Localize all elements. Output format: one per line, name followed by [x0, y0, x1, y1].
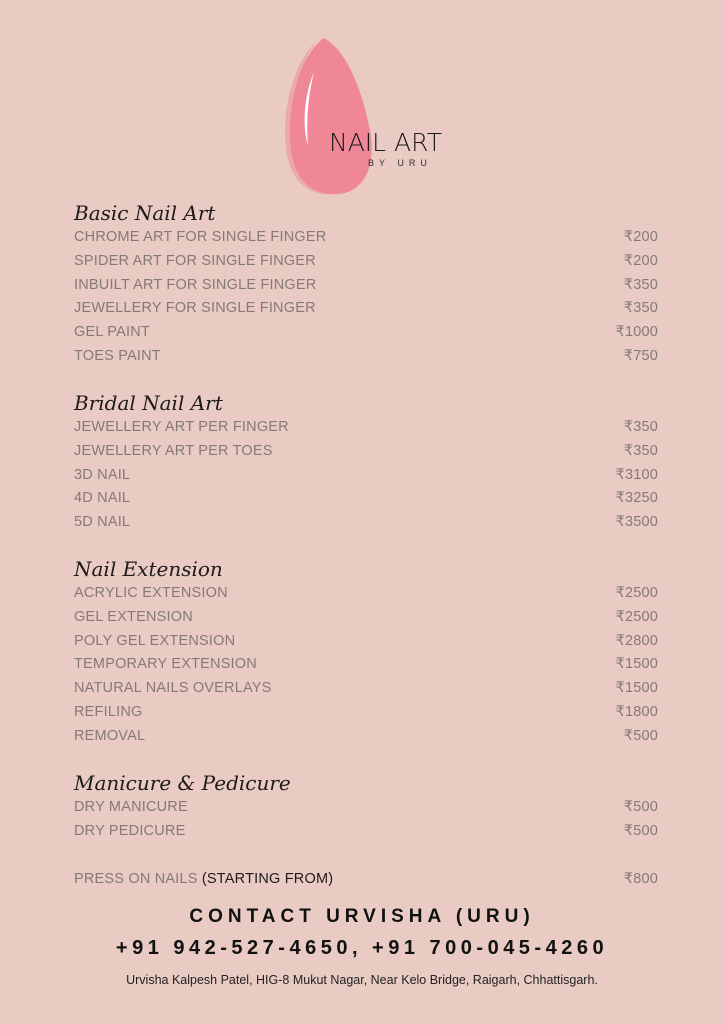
item-name: REFILING: [74, 703, 143, 720]
item-name: JEWELLERY ART PER TOES: [74, 442, 273, 459]
item-name: DRY PEDICURE: [74, 822, 186, 839]
menu-section: [74, 390, 658, 535]
item-price: ₹750: [623, 347, 658, 364]
item-price: ₹2500: [615, 585, 658, 601]
item-name: REMOVAL: [74, 727, 146, 744]
item-price: ₹1500: [615, 680, 658, 697]
menu-item: [74, 440, 658, 464]
menu-item: [74, 274, 658, 298]
item-price: ₹350: [623, 276, 658, 293]
item-name: 5D NAIL: [74, 514, 131, 531]
menu-item: [74, 582, 658, 606]
menu-item: [74, 606, 658, 630]
item-price: ₹1800: [615, 703, 658, 720]
item-price: ₹1500: [615, 656, 658, 673]
section-title: Nail Extension: [74, 557, 223, 581]
item-name: CHROME ART FOR SINGLE FINGER: [74, 229, 327, 245]
section-title: Basic Nail Art: [74, 201, 216, 225]
item-price: ₹3100: [615, 466, 658, 483]
item-name: 4D NAIL: [74, 490, 131, 507]
menu-item: [74, 250, 658, 274]
item-name: INBUILT ART FOR SINGLE FINGER: [74, 276, 317, 293]
menu-item: [74, 464, 658, 488]
item-name: SPIDER ART FOR SINGLE FINGER: [74, 252, 316, 269]
item-price: ₹3500: [615, 514, 658, 531]
nail-logo-icon: [278, 36, 458, 196]
menu-section: [74, 770, 658, 844]
menu-section: [74, 200, 658, 369]
menu-item: [74, 487, 658, 511]
menu-item: [74, 511, 658, 535]
menu-item: [74, 701, 658, 725]
item-price: ₹3250: [615, 490, 658, 507]
item-name: 3D NAIL: [74, 466, 131, 483]
item-price: ₹350: [623, 419, 658, 435]
item-name: NATURAL NAILS OVERLAYS: [74, 680, 272, 697]
logo-title: NAIL ART: [329, 128, 442, 157]
menu-item: [74, 226, 658, 250]
contact-phones: +91 942-527-4650, +91 700-045-4260: [115, 937, 609, 959]
item-price: ₹500: [623, 822, 658, 839]
item-price: ₹1000: [615, 324, 658, 341]
item-price: ₹500: [623, 727, 658, 744]
contact-address: Urvisha Kalpesh Patel, HIG-8 Mukut Nagar, Near Kelo Bridge, Raigarh, Chhattisgarh.: [126, 973, 598, 987]
menu-item: [74, 345, 658, 369]
press-on-row: [74, 868, 658, 892]
item-name: JEWELLERY ART PER FINGER: [74, 419, 289, 435]
item-name: GEL EXTENSION: [74, 608, 193, 625]
item-name: GEL PAINT: [74, 324, 150, 341]
item-price: ₹350: [623, 442, 658, 459]
item-price: ₹350: [623, 300, 658, 317]
item-name: TEMPORARY EXTENSION: [74, 656, 257, 673]
menu-item: [74, 820, 658, 844]
menu-item: [74, 653, 658, 677]
item-price: ₹500: [623, 799, 658, 815]
press-on-name: PRESS ON NAILS: [74, 871, 198, 887]
menu-item: [74, 321, 658, 345]
contact-title: CONTACT URVISHA (URU): [189, 906, 535, 927]
item-price: ₹200: [623, 229, 658, 245]
item-price: ₹200: [623, 252, 658, 269]
item-name: TOES PAINT: [74, 347, 161, 364]
item-price: ₹2800: [615, 632, 658, 649]
logo-subtitle: BY URU: [368, 158, 432, 168]
menu-item: [74, 796, 658, 820]
menu-item: [74, 630, 658, 654]
section-title: Manicure & Pedicure: [74, 771, 291, 795]
item-name: ACRYLIC EXTENSION: [74, 585, 228, 601]
section-title: Bridal Nail Art: [74, 391, 223, 415]
item-price: ₹2500: [615, 608, 658, 625]
press-on-price: ₹800: [623, 871, 658, 887]
menu-item: [74, 725, 658, 749]
menu-item: [74, 677, 658, 701]
item-name: JEWELLERY FOR SINGLE FINGER: [74, 300, 316, 317]
menu-item: [74, 297, 658, 321]
item-name: POLY GEL EXTENSION: [74, 632, 236, 649]
press-on-note: (STARTING FROM): [201, 871, 334, 887]
menu-section: [74, 556, 658, 749]
item-name: DRY MANICURE: [74, 799, 188, 815]
menu-item: [74, 416, 658, 440]
